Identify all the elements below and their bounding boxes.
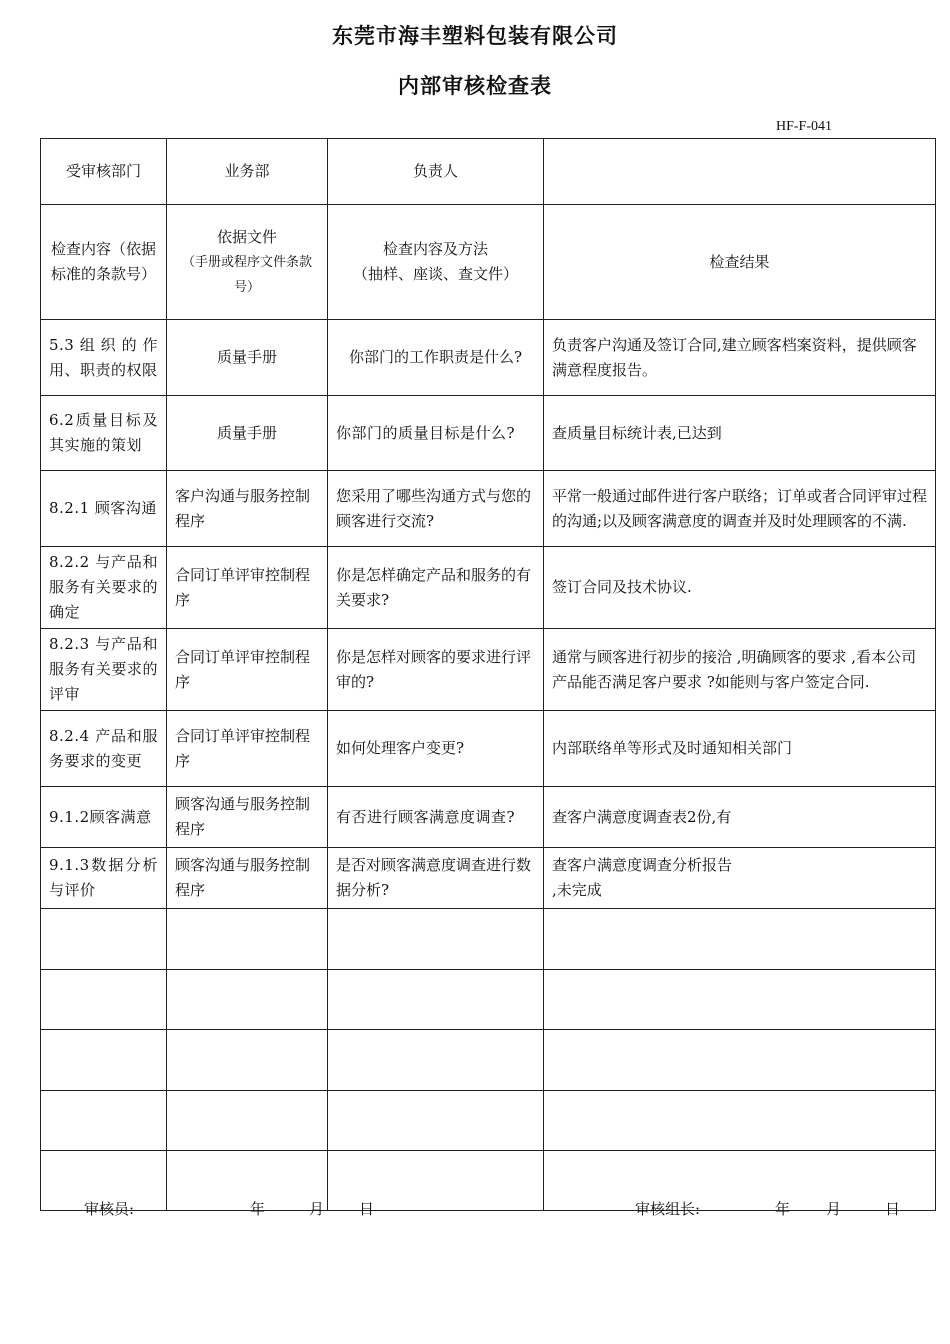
auditor-month: 月 bbox=[309, 1200, 325, 1218]
row-basis: 顾客沟通与服务控制程序 bbox=[167, 848, 328, 909]
owner-value bbox=[544, 139, 936, 205]
column-header-row bbox=[41, 205, 936, 320]
row-clause: 8.2.1 顾客沟通 bbox=[41, 471, 167, 547]
row-clause: 6.2质量目标及其实施的策划 bbox=[41, 396, 167, 471]
form-code: HF-F-041 bbox=[776, 119, 833, 134]
empty-cell[interactable] bbox=[544, 1151, 936, 1211]
col-basis-header bbox=[167, 205, 328, 320]
row-question: 你是怎样确定产品和服务的有关要求? bbox=[328, 547, 544, 629]
row-basis: 质量手册 bbox=[167, 396, 328, 471]
row-result-line: ,未完成 bbox=[552, 881, 602, 899]
row-question: 有否进行顾客满意度调查? bbox=[328, 787, 544, 848]
info-row bbox=[41, 139, 936, 205]
row-result: 签订合同及技术协议. bbox=[544, 547, 936, 629]
row-result: 通常与顾客进行初步的接洽 ,明确顾客的要求 ,看本公司产品能否满足客户要求 ?如能则与客户签定合同. bbox=[544, 629, 936, 711]
audit-checklist-table bbox=[40, 138, 936, 1211]
col-method-header bbox=[328, 205, 544, 320]
row-clause: 8.2.2 与产品和服务有关要求的确定 bbox=[41, 547, 167, 629]
row-question: 是否对顾客满意度调查进行数据分析? bbox=[328, 848, 544, 909]
empty-row bbox=[41, 1151, 936, 1211]
row-clause: 8.2.4 产品和服务要求的变更 bbox=[41, 711, 167, 787]
empty-row bbox=[41, 1030, 936, 1091]
leader-year: 年 bbox=[775, 1200, 791, 1218]
row-basis: 客户沟通与服务控制程序 bbox=[167, 471, 328, 547]
owner-label: 负责人 bbox=[328, 139, 544, 205]
table-row bbox=[41, 471, 936, 547]
row-result: 内部联络单等形式及时通知相关部门 bbox=[544, 711, 936, 787]
row-basis: 质量手册 bbox=[167, 320, 328, 396]
col-basis-title: 依据文件 bbox=[216, 227, 277, 246]
table-row bbox=[41, 320, 936, 396]
auditor-year: 年 bbox=[250, 1200, 266, 1218]
empty-cell[interactable] bbox=[328, 1030, 544, 1091]
empty-cell[interactable] bbox=[544, 970, 936, 1030]
empty-cell[interactable] bbox=[41, 1030, 167, 1091]
empty-cell[interactable] bbox=[41, 970, 167, 1030]
leader-day: 日 bbox=[885, 1200, 901, 1218]
empty-cell[interactable] bbox=[328, 970, 544, 1030]
row-basis: 合同订单评审控制程序 bbox=[167, 547, 328, 629]
leader-month: 月 bbox=[826, 1200, 842, 1218]
document-title: 内部审核检查表 bbox=[398, 73, 552, 98]
row-question: 你是怎样对顾客的要求进行评审的? bbox=[328, 629, 544, 711]
row-clause: 8.2.3 与产品和服务有关要求的评审 bbox=[41, 629, 167, 711]
row-result: 查客户满意度调查表2份,有 bbox=[544, 787, 936, 848]
row-question: 如何处理客户变更? bbox=[328, 711, 544, 787]
row-result-line: 查客户满意度调查分析报告 bbox=[552, 856, 733, 874]
table-row bbox=[41, 787, 936, 848]
empty-cell[interactable] bbox=[167, 909, 328, 970]
empty-cell[interactable] bbox=[41, 1091, 167, 1151]
row-basis: 顾客沟通与服务控制程序 bbox=[167, 787, 328, 848]
col-basis-note: （手册或程序文件条款号） bbox=[181, 254, 312, 295]
row-clause: 9.1.2顾客满意 bbox=[41, 787, 167, 848]
empty-row bbox=[41, 1091, 936, 1151]
row-clause: 9.1.3数据分析与评价 bbox=[41, 848, 167, 909]
empty-row bbox=[41, 970, 936, 1030]
table-row bbox=[41, 396, 936, 471]
table-row bbox=[41, 711, 936, 787]
empty-cell[interactable] bbox=[167, 1091, 328, 1151]
leader-label: 审核组长: bbox=[635, 1200, 701, 1218]
table-row bbox=[41, 547, 936, 629]
col-method-note: （抽样、座谈、查文件） bbox=[352, 265, 518, 283]
col-clause-header: 检查内容（依据标准的条款号） bbox=[41, 205, 167, 320]
row-result: 平常一般通过邮件进行客户联络；订单或者合同评审过程的沟通;以及顾客满意度的调查并及时处理顾客的不满. bbox=[544, 471, 936, 547]
table-row bbox=[41, 848, 936, 909]
empty-cell[interactable] bbox=[167, 970, 328, 1030]
empty-cell[interactable] bbox=[544, 909, 936, 970]
col-result-header: 检查结果 bbox=[544, 205, 936, 320]
empty-row bbox=[41, 909, 936, 970]
row-question: 你部门的工作职责是什么? bbox=[328, 320, 544, 396]
row-result bbox=[544, 848, 936, 909]
auditor-label: 审核员: bbox=[84, 1200, 135, 1218]
row-basis: 合同订单评审控制程序 bbox=[167, 629, 328, 711]
empty-cell[interactable] bbox=[41, 909, 167, 970]
empty-cell[interactable] bbox=[328, 909, 544, 970]
row-clause: 5.3组织的作用、职责的权限 bbox=[41, 320, 167, 396]
empty-cell[interactable] bbox=[167, 1151, 328, 1211]
empty-cell[interactable] bbox=[167, 1030, 328, 1091]
auditor-day: 日 bbox=[359, 1200, 375, 1218]
row-question: 你部门的质量目标是什么? bbox=[328, 396, 544, 471]
dept-label: 受审核部门 bbox=[41, 139, 167, 205]
row-basis: 合同订单评审控制程序 bbox=[167, 711, 328, 787]
company-name: 东莞市海丰塑料包装有限公司 bbox=[332, 23, 618, 48]
table-row bbox=[41, 629, 936, 711]
empty-cell[interactable] bbox=[544, 1091, 936, 1151]
dept-value: 业务部 bbox=[167, 139, 328, 205]
row-question: 您采用了哪些沟通方式与您的顾客进行交流? bbox=[328, 471, 544, 547]
empty-cell[interactable] bbox=[544, 1030, 936, 1091]
empty-cell[interactable] bbox=[328, 1091, 544, 1151]
row-result: 负责客户沟通及签订合同,建立顾客档案资料，提供顾客满意程度报告。 bbox=[544, 320, 936, 396]
col-method-title: 检查内容及方法 bbox=[382, 240, 488, 258]
row-result: 查质量目标统计表,已达到 bbox=[544, 396, 936, 471]
